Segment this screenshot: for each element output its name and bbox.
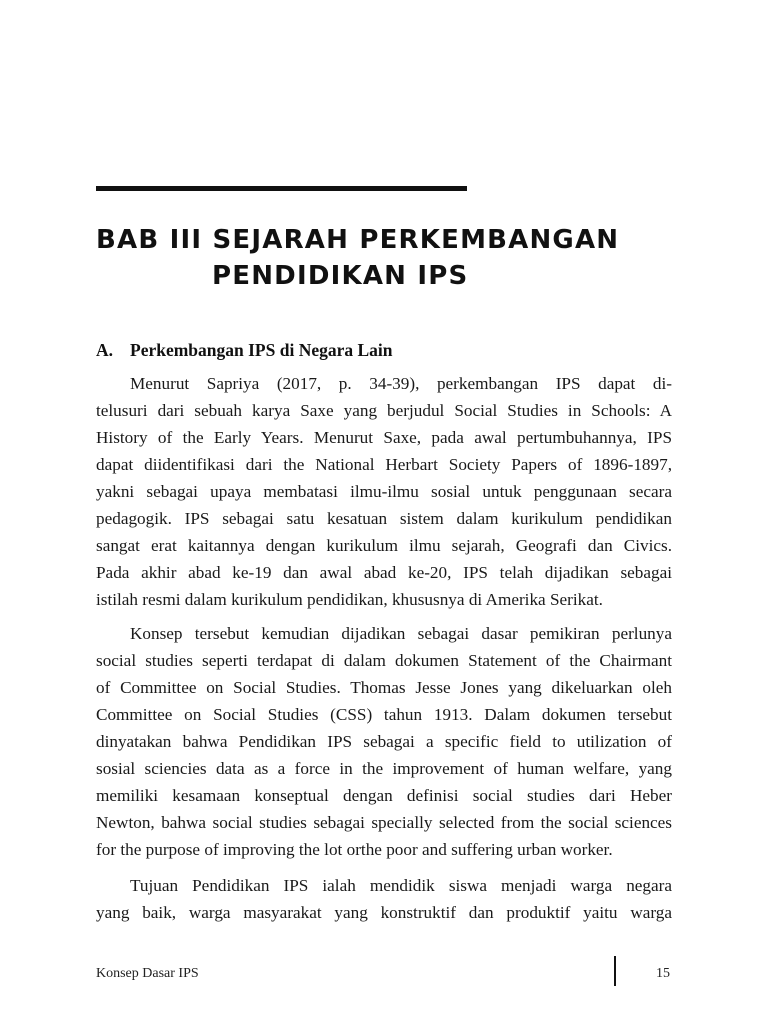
section-title: Perkembangan IPS di Negara Lain: [130, 340, 393, 360]
text-line: telusuri dari sebuah karya Saxe yang berjudul Social Studies in Schools: A: [96, 401, 672, 420]
text-line: Menurut Sapriya (2017, p. 34-39), perkembangan IPS dapat di-: [130, 374, 672, 393]
text-line: dinyatakan bahwa Pendidikan IPS sebagai a specific field to utilization of: [96, 732, 672, 751]
text-line: Newton, bahwa social studies sebagai specially selected from the social sciences: [96, 813, 672, 832]
footer-divider: [614, 956, 616, 986]
paragraph-2: [96, 620, 672, 863]
footer-book-title: Konsep Dasar IPS: [96, 966, 199, 981]
text-line: sosial sciencies data as a force in the improvement of human welfare, yang: [96, 759, 672, 778]
text-line: Tujuan Pendidikan IPS ialah mendidik siswa menjadi warga negara: [130, 876, 672, 895]
section-number: A.: [96, 340, 114, 360]
text-line: History of the Early Years. Menurut Saxe, pada awal pertumbuhannya, IPS: [96, 428, 672, 447]
text-line: dapat diidentifikasi dari the National Herbart Society Papers of 1896-1897,: [96, 455, 672, 474]
section-heading: [96, 340, 393, 361]
text-line: Konsep tersebut kemudian dijadikan sebagai dasar pemikiran perlunya: [130, 624, 672, 643]
text-line: Committee on Social Studies (CSS) tahun 1913. Dalam dokumen tersebut: [96, 705, 672, 724]
chapter-title-line-1: BAB III SEJARAH PERKEMBANGAN: [96, 225, 620, 255]
text-line: sangat erat kaitannya dengan kurikulum ilmu sejarah, Geografi dan Civics.: [96, 536, 672, 555]
text-line: yang baik, warga masyarakat yang konstruktif dan produktif yaitu warga: [96, 903, 672, 922]
text-line: yakni sebagai upaya membatasi ilmu-ilmu sosial untuk penggunaan secara: [96, 482, 672, 501]
text-line: istilah resmi dalam kurikulum pendidikan, khususnya di Amerika Serikat.: [96, 590, 603, 609]
text-line: memiliki kesamaan konseptual dengan definisi social studies dari Heber: [96, 786, 672, 805]
text-line: for the purpose of improving the lot orthe poor and suffering urban worker.: [96, 840, 613, 859]
paragraph-1: [96, 370, 672, 613]
text-line: of Committee on Social Studies. Thomas Jesse Jones yang dikeluarkan oleh: [96, 678, 672, 697]
chapter-rule: [96, 186, 467, 191]
chapter-title-line-2: PENDIDIKAN IPS: [212, 261, 469, 291]
paragraph-3: [96, 872, 672, 926]
text-line: Pada akhir abad ke-19 dan awal abad ke-20, IPS telah dijadikan sebagai: [96, 563, 672, 582]
text-line: pedagogik. IPS sebagai satu kesatuan sistem dalam kurikulum pendidikan: [96, 509, 672, 528]
text-line: social studies seperti terdapat di dalam dokumen Statement of the Chairmant: [96, 651, 672, 670]
chapter-title: [96, 222, 696, 294]
page-number: 15: [656, 966, 670, 981]
